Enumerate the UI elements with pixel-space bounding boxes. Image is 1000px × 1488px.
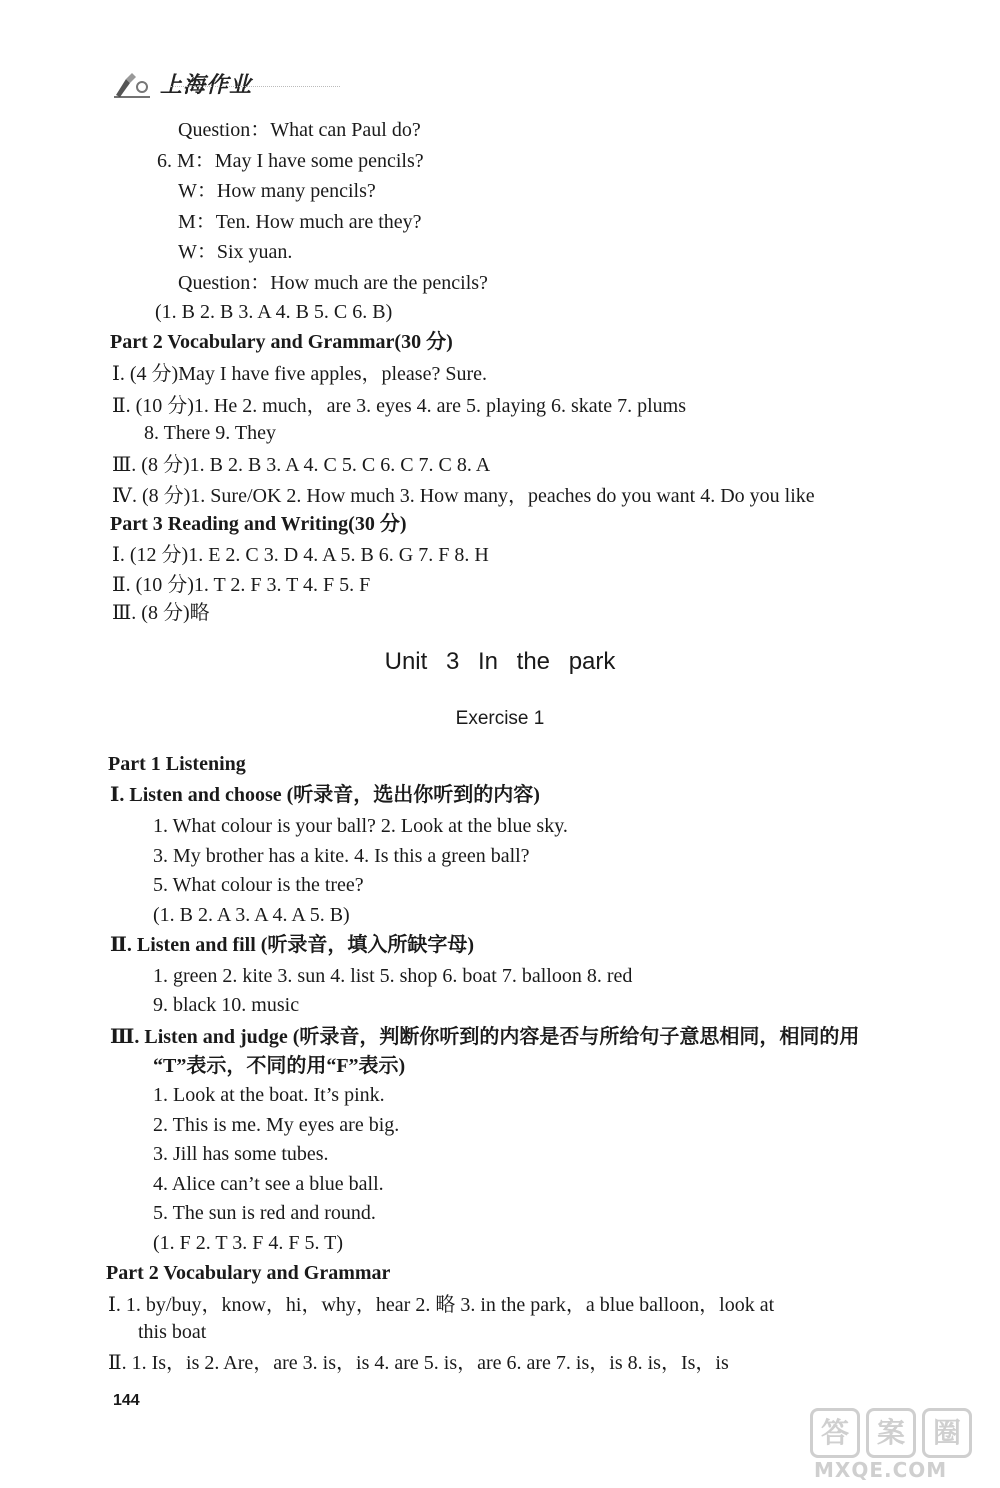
text-line: 1. Look at the boat. It’s pink. <box>153 1084 385 1106</box>
answer-line: 9. black 10. music <box>153 994 300 1016</box>
answer-line: Ⅰ. (12 分)1. E 2. C 3. D 4. A 5. B 6. G 7. F 8. H <box>112 544 489 566</box>
subsection-heading: Ⅰ. Listen and choose (听录音，选出你听到的内容) <box>110 784 540 806</box>
header-divider <box>170 86 340 87</box>
text-line: Question：What can Paul do? <box>178 119 421 141</box>
text-line: 3. Jill has some tubes. <box>153 1143 329 1165</box>
watermark-url: MXQE.COM <box>814 1458 948 1482</box>
answer-line: Ⅱ. 1. Is，is 2. Are，are 3. is，is 4. are 5. is，are 6. are 7. is，is 8. is，Is，is <box>108 1352 729 1374</box>
text-line: 1. What colour is your ball? 2. Look at the blue sky. <box>153 815 568 837</box>
pencil-logo-icon <box>112 69 152 99</box>
text-line: Question：How much are the pencils? <box>178 272 488 294</box>
section-heading: Part 1 Listening <box>108 753 246 775</box>
watermark <box>800 1408 990 1484</box>
text-line: W：How many pencils? <box>178 180 376 202</box>
section-heading: Part 3 Reading and Writing(30 分) <box>110 513 407 535</box>
text-line: W：Six yuan. <box>178 241 293 263</box>
answer-line: Ⅳ. (8 分)1. Sure/OK 2. How much 3. How many，peaches do you want 4. Do you like <box>112 485 815 507</box>
section-heading: Part 2 Vocabulary and Grammar(30 分) <box>110 331 453 353</box>
text-line: 3. My brother has a kite. 4. Is this a green ball? <box>153 845 530 867</box>
answer-line: Ⅲ. (8 分)略 <box>112 602 210 624</box>
watermark-char: 圈 <box>922 1408 972 1458</box>
subsection-heading: Ⅱ. Listen and fill (听录音，填入所缺字母) <box>110 934 475 956</box>
text-line: 6. M：May I have some pencils? <box>157 150 424 172</box>
text-line: M：Ten. How much are they? <box>178 211 422 233</box>
exercise-title: Exercise 1 <box>455 708 545 729</box>
answer-line: (1. B 2. B 3. A 4. B 5. C 6. B) <box>155 301 393 323</box>
text-line: 2. This is me. My eyes are big. <box>153 1114 400 1136</box>
text-line: 4. Alice can’t see a blue ball. <box>153 1173 384 1195</box>
text-line: 5. What colour is the tree? <box>153 874 364 896</box>
subsection-heading: “T”表示，不同的用“F”表示) <box>153 1055 406 1077</box>
answer-line: Ⅱ. (10 分)1. T 2. F 3. T 4. F 5. F <box>112 574 371 596</box>
answer-line: this boat <box>138 1321 207 1343</box>
answer-line: 8. There 9. They <box>144 422 277 444</box>
answer-line: (1. B 2. A 3. A 4. A 5. B) <box>153 904 350 926</box>
answer-line: (1. F 2. T 3. F 4. F 5. T) <box>153 1232 344 1254</box>
header-logo <box>112 68 252 99</box>
text-line: 5. The sun is red and round. <box>153 1202 376 1224</box>
section-heading: Part 2 Vocabulary and Grammar <box>106 1262 391 1284</box>
page-number: 144 <box>113 1392 140 1409</box>
subsection-heading: Ⅲ. Listen and judge (听录音，判断你听到的内容是否与所给句子意思相同，相同的用 <box>110 1026 860 1048</box>
unit-title: Unit 3 In the park <box>384 648 616 675</box>
watermark-char: 案 <box>866 1408 916 1458</box>
answer-line: Ⅲ. (8 分)1. B 2. B 3. A 4. C 5. C 6. C 7. C 8. A <box>112 454 491 476</box>
answer-line: Ⅱ. (10 分)1. He 2. much，are 3. eyes 4. are 5. playing 6. skate 7. plums <box>112 395 687 417</box>
watermark-char: 答 <box>810 1408 860 1458</box>
answer-line: Ⅰ. (4 分)May I have five apples，please? Sure. <box>112 363 487 385</box>
brand-title: 上海作业 <box>160 73 253 98</box>
answer-line: 1. green 2. kite 3. sun 4. list 5. shop 6. boat 7. balloon 8. red <box>153 965 633 987</box>
answer-line: Ⅰ. 1. by/buy，know，hi，why，hear 2. 略 3. in the park，a blue balloon，look at <box>108 1294 775 1316</box>
